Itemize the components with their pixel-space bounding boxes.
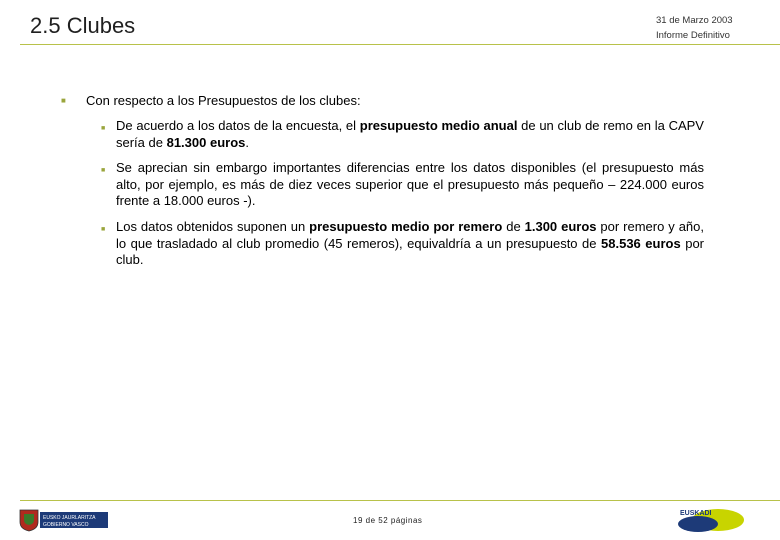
page-title: 2.5 Clubes [30, 13, 136, 38]
sub-bullet-text [116, 160, 704, 210]
sub-bullet-text [116, 219, 704, 269]
bold-text: presupuesto medio anual [359, 118, 518, 133]
footer-divider [20, 500, 780, 501]
square-bullet-icon: ■ [101, 226, 106, 233]
bold-text: presupuesto medio por remero [309, 219, 503, 234]
logo-line-1: EUSKO JAURLARITZA [43, 515, 96, 521]
euskadi-logo [670, 507, 748, 540]
main-bullet-text: Con respecto a los Presupuestos de los clubes: [86, 93, 361, 108]
sub-bullet-text [116, 118, 704, 151]
bold-text: 58.536 euros [601, 235, 681, 251]
square-bullet-icon: ■ [61, 96, 66, 105]
sub-bullet [101, 118, 704, 151]
text-segment: por club. [116, 235, 705, 267]
bold-text: 81.300 euros [166, 134, 246, 150]
page-number: 19 de 52 páginas [353, 516, 423, 525]
text-segment: de [502, 219, 525, 234]
square-bullet-icon: ■ [101, 125, 106, 132]
bold-text: 1.300 euros [524, 219, 597, 234]
header-meta [656, 13, 733, 43]
sub-bullet [101, 160, 704, 210]
text-segment: por remero y año, lo que trasladado al club promedio (45 remeros), equivaldría a un presupuesto de [116, 219, 705, 251]
report-date: 31 de Marzo 2003 [656, 15, 733, 26]
text-segment: . [245, 134, 249, 150]
logo-line-2: GOBIERNO VASCO [43, 522, 89, 528]
report-status: Informe Definitivo [656, 30, 730, 41]
text-segment: Se aprecian sin embargo importantes diferencias entre los datos disponibles (el presupuesto más alto, por ejemplo, es más de diez veces superior que el presupuesto más pequeño – 224.000 euros frente a 18.000 euros -). [116, 160, 704, 208]
text-segment: de un club de remo en la CAPV sería de [116, 118, 704, 150]
text-segment: Los datos obtenidos suponen un [116, 219, 310, 234]
gobierno-vasco-logo [18, 508, 110, 537]
text-segment: De acuerdo a los datos de la encuesta, el [116, 118, 360, 133]
sub-bullet [101, 219, 704, 269]
header-divider [20, 44, 780, 45]
square-bullet-icon: ■ [101, 167, 106, 174]
logo-text: EUSKADI [680, 510, 712, 517]
